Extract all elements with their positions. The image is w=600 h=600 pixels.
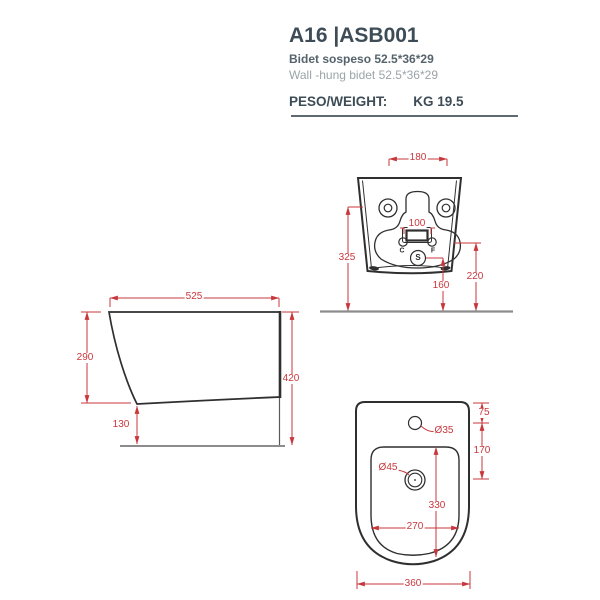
dim-fixing-holes-height: 325 [338, 252, 356, 263]
dim-basin-width: 270 [406, 521, 424, 532]
dim-tap-to-drain: 170 [473, 445, 491, 456]
dim-tap-hole-diameter: Ø35 [434, 425, 454, 436]
dim-overall-width: 360 [404, 578, 422, 589]
dim-drain-box-width: 100 [408, 218, 426, 229]
product-name-it: Bidet sospeso 52.5*36*29 [289, 52, 434, 66]
fixing-hole-right [437, 199, 455, 217]
dim-underside-clearance: 130 [112, 419, 130, 430]
dim-drain-height: 160 [432, 280, 450, 291]
dim-inlets-height: 220 [466, 271, 484, 282]
tap-hole [409, 417, 422, 430]
dim-fixing-holes-spacing: 180 [409, 152, 427, 163]
label-cold-inlet: C [399, 247, 405, 255]
label-hot-inlet: F [430, 247, 436, 255]
dim-basin-length: 330 [428, 500, 446, 511]
label-siphon: S [415, 253, 421, 262]
product-name-en: Wall -hung bidet 52.5*36*29 [289, 68, 438, 82]
dim-drain-hole-diameter: Ø45 [378, 462, 398, 473]
dim-depth: 525 [185, 291, 203, 302]
weight-value: KG 19.5 [413, 94, 464, 109]
fixing-hole-left [379, 199, 397, 217]
drain-recess [407, 231, 428, 241]
dim-body-height: 290 [76, 352, 94, 363]
dim-overall-height: 420 [282, 373, 300, 384]
weight-label: PESO/WEIGHT: [289, 94, 388, 109]
side-view [109, 311, 280, 446]
product-code: A16 |ASB001 [289, 24, 419, 47]
dim-rim-to-tap: 75 [478, 407, 490, 418]
